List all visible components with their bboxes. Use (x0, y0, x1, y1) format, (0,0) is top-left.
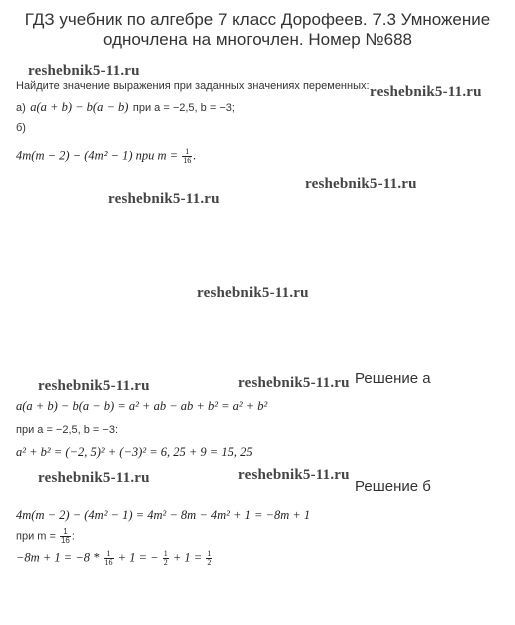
solution-b-line-3-part-a: −8m + 1 = −8 * (16, 550, 100, 565)
task-b (16, 148, 196, 165)
fraction-numerator: 1 (182, 148, 192, 157)
solution-a-line-1: a(a + b) − b(a − b) = a² + ab − ab + b² = a² + b² (16, 399, 268, 413)
solution-a-line-2: при a = −2,5, b = −3: (16, 424, 119, 436)
page-title-line-1: ГДЗ учебник по алгебре 7 класс Дорофеев. 7.3 Умножение (24, 10, 491, 29)
watermark: reshebnik5-11.ru (370, 84, 482, 100)
task-prompt: Найдите значение выражения при заданных значениях переменных: (16, 80, 370, 92)
task-b-label: б) (16, 122, 26, 134)
solution-b-line-2-text: при m = (16, 530, 56, 543)
task-a-label: а) (16, 102, 26, 114)
solution-b-line-2-end: : (71, 530, 75, 543)
solution-b-line-3-part-c: + 1 = (172, 550, 203, 565)
task-b-end: . (193, 148, 197, 163)
task-b-expression: 4m(m − 2) − (4m² − 1) при m = (16, 148, 179, 163)
task-b-fraction (182, 148, 192, 165)
solution-a-line-3: a² + b² = (−2, 5)² + (−3)² = 6, 25 + 9 = 15, 25 (16, 445, 253, 459)
fraction-numerator: 1 (60, 528, 71, 537)
watermark: reshebnik5-11.ru (28, 63, 140, 79)
fraction-denominator: 16 (60, 536, 70, 545)
solution-b-line-3 (16, 550, 213, 567)
watermark: reshebnik5-11.ru (38, 470, 150, 486)
solution-b-line-2-fraction (60, 528, 71, 545)
fraction-denominator: 16 (104, 558, 113, 567)
solution-b-line-3-fraction-2 (163, 550, 169, 567)
page-title-line-2: одночлена на многочлен. Номер №688 (103, 30, 412, 49)
solution-b-line-2 (16, 528, 75, 545)
solution-b-line-3-fraction-3 (206, 550, 212, 567)
fraction-numerator: 1 (163, 549, 168, 558)
fraction-denominator: 2 (207, 558, 212, 567)
fraction-numerator: 1 (104, 550, 114, 559)
task-a-condition: при a = −2,5, b = −3; (132, 102, 235, 114)
page-title (0, 10, 515, 50)
solution-b-heading: Решение б (355, 478, 431, 495)
fraction-denominator: 2 (163, 558, 168, 567)
watermark: reshebnik5-11.ru (305, 176, 417, 192)
watermark: reshebnik5-11.ru (38, 378, 150, 394)
solution-b-line-1: 4m(m − 2) − (4m² − 1) = 4m² − 8m − 4m² + 1 = −8m + 1 (16, 508, 311, 522)
watermark: reshebnik5-11.ru (108, 191, 220, 207)
solution-b-line-3-fraction-1 (104, 550, 114, 567)
solution-a-heading: Решение а (355, 370, 431, 387)
task-a-expression: a(a + b) − b(a − b) (30, 100, 129, 114)
watermark: reshebnik5-11.ru (238, 467, 350, 483)
fraction-denominator: 16 (183, 156, 192, 165)
task-a (16, 98, 235, 116)
watermark: reshebnik5-11.ru (238, 375, 350, 391)
solution-b-line-3-part-b: + 1 = − (117, 550, 159, 565)
fraction-numerator: 1 (207, 549, 212, 558)
watermark: reshebnik5-11.ru (197, 285, 309, 301)
